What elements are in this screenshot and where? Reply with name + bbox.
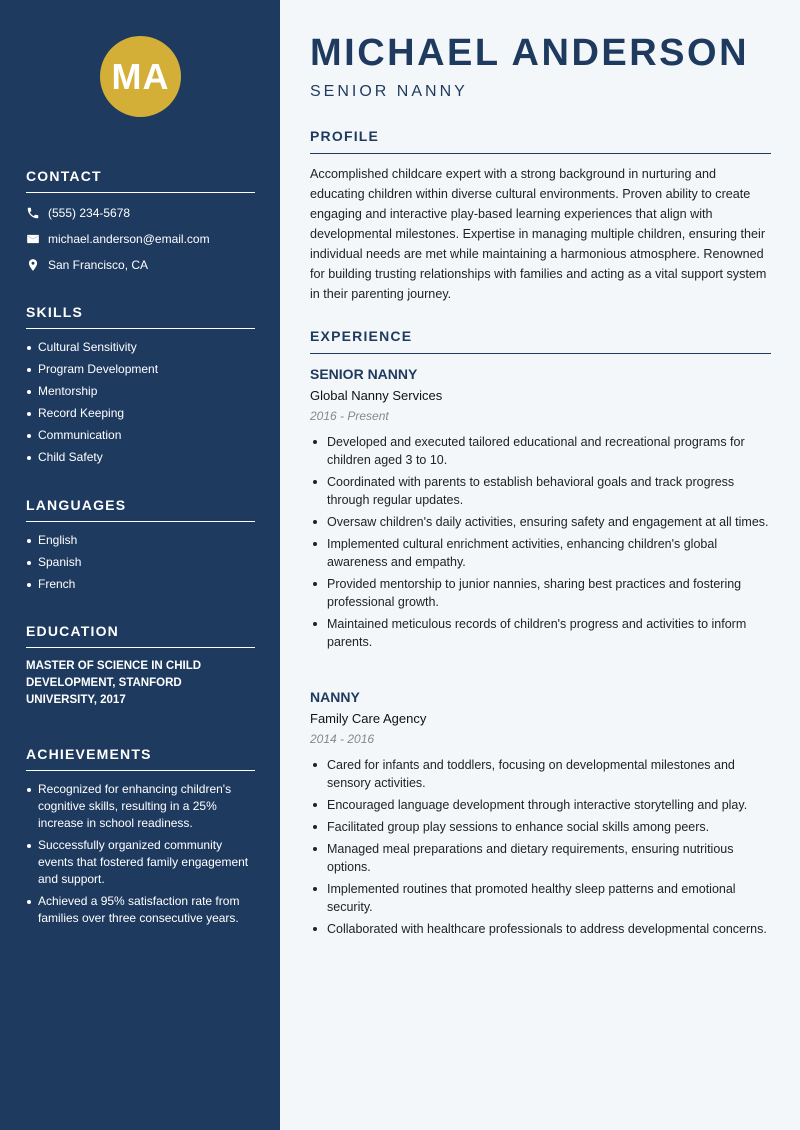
job-bullet: Developed and executed tailored educational and recreational programs for children aged 3 to 10. <box>310 433 771 469</box>
job-bullet: Managed meal preparations and dietary requirements, ensuring nutritious options. <box>310 840 771 876</box>
contact-phone-row <box>26 204 255 222</box>
skill-item: Child Safety <box>26 449 255 466</box>
job-bullets <box>310 433 771 651</box>
skills-heading: SKILLS <box>26 304 255 329</box>
job-bullet: Coordinated with parents to establish behavioral goals and track progress through regular updates. <box>310 473 771 509</box>
job-title: SENIOR NANNY <box>310 366 418 382</box>
job-bullets <box>310 756 771 938</box>
achievements-list <box>26 781 255 927</box>
contact-location: San Francisco, CA <box>48 258 149 272</box>
candidate-name: MICHAEL ANDERSON <box>310 32 750 74</box>
languages-heading: LANGUAGES <box>26 497 255 522</box>
skill-item: Program Development <box>26 361 255 378</box>
candidate-role: SENIOR NANNY <box>310 83 468 100</box>
contact-section <box>26 168 255 274</box>
skill-item: Mentorship <box>26 383 255 400</box>
skill-item: Record Keeping <box>26 405 255 422</box>
contact-phone[interactable]: (555) 234-5678 <box>48 206 131 220</box>
languages-section <box>26 497 255 598</box>
achievements-heading: ACHIEVEMENTS <box>26 746 255 771</box>
achievement-item: Successfully organized community events that fostered family engagement and support. <box>26 837 255 888</box>
sidebar <box>0 0 280 1130</box>
skill-item: Communication <box>26 427 255 444</box>
profile-text: Accomplished childcare expert with a strong background in nurturing and educating children within diverse cultural environments. Proven ability to create engaging and interactive play-based learning experiences that align with developmental milestones. Expertise in managing multiple children, ensuring their individual needs are met while maintaining a harmonious atmosphere. Renowned for building trusting relationships with families and acting as a vital support system in their parenting journey. <box>310 167 767 301</box>
job-title: NANNY <box>310 689 360 705</box>
contact-location-row <box>26 256 255 274</box>
job-bullet: Cared for infants and toddlers, focusing on developmental milestones and sensory activities. <box>310 756 771 792</box>
skills-section <box>26 304 255 471</box>
language-item: Spanish <box>26 554 255 571</box>
job-entry <box>310 366 771 655</box>
contact-email-row <box>26 230 255 248</box>
job-bullet: Collaborated with healthcare professionals to address developmental concerns. <box>310 920 771 938</box>
avatar-initials: MA <box>100 36 181 117</box>
contact-heading: CONTACT <box>26 168 255 193</box>
job-bullet: Encouraged language development through interactive storytelling and play. <box>310 796 771 814</box>
phone-icon <box>26 206 40 220</box>
education-section <box>26 623 255 709</box>
job-bullet: Maintained meticulous records of children's progress and activities to inform parents. <box>310 615 771 651</box>
job-bullet: Facilitated group play sessions to enhance social skills among peers. <box>310 818 771 836</box>
contact-email[interactable]: michael.anderson@email.com <box>48 232 210 246</box>
experience-section <box>310 328 771 354</box>
job-bullet: Implemented routines that promoted healthy sleep patterns and emotional security. <box>310 880 771 916</box>
job-company: Global Nanny Services <box>310 388 443 403</box>
languages-list <box>26 532 255 593</box>
experience-heading: EXPERIENCE <box>310 328 771 354</box>
job-bullet: Implemented cultural enrichment activities, enhancing children's global awareness and empathy. <box>310 535 771 571</box>
profile-section <box>310 128 771 304</box>
education-degree: MASTER OF SCIENCE IN CHILD DEVELOPMENT, STANFORD UNIVERSITY, 2017 <box>26 660 202 706</box>
language-item: French <box>26 576 255 593</box>
job-dates: 2016 - Present <box>310 409 389 423</box>
job-dates: 2014 - 2016 <box>310 732 375 746</box>
skills-list <box>26 339 255 466</box>
education-heading: EDUCATION <box>26 623 255 648</box>
job-bullet: Provided mentorship to junior nannies, sharing best practices and fostering professional growth. <box>310 575 771 611</box>
skill-item: Cultural Sensitivity <box>26 339 255 356</box>
profile-heading: PROFILE <box>310 128 771 154</box>
mail-icon <box>26 232 40 246</box>
language-item: English <box>26 532 255 549</box>
job-entry <box>310 689 771 942</box>
job-company: Family Care Agency <box>310 711 427 726</box>
achievement-item: Recognized for enhancing children's cognitive skills, resulting in a 25% increase in school readiness. <box>26 781 255 832</box>
job-bullet: Oversaw children's daily activities, ensuring safety and engagement at all times. <box>310 513 771 531</box>
achievement-item: Achieved a 95% satisfaction rate from families over three consecutive years. <box>26 893 255 927</box>
achievements-section <box>26 746 255 932</box>
location-pin-icon <box>26 258 40 272</box>
